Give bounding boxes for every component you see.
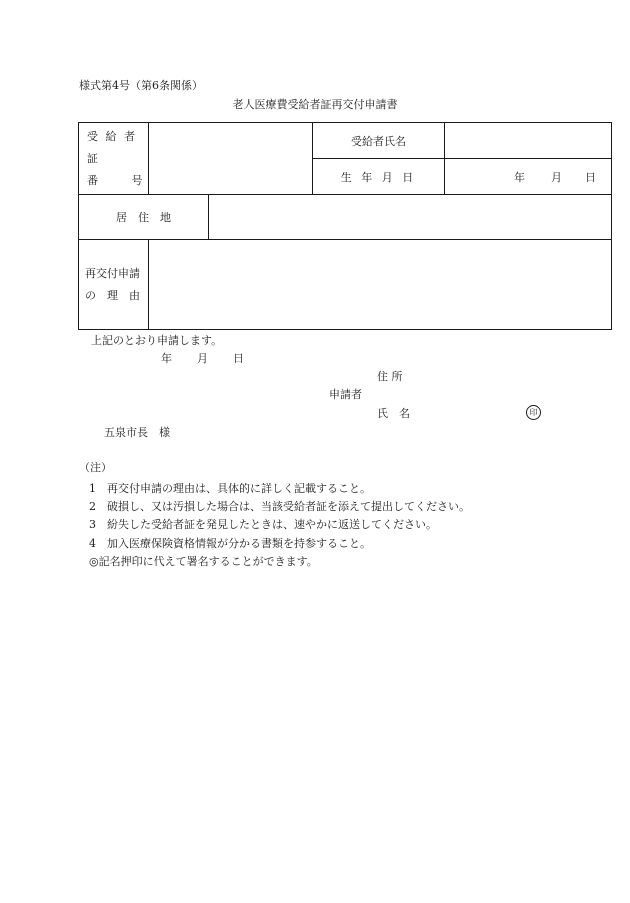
applicant-label: 申請者 (329, 388, 362, 401)
recipient-id-label-line1: 受 給 者 証 (87, 129, 137, 165)
birth-year-unit: 年 (514, 170, 525, 184)
note-item (89, 483, 371, 494)
note-number: 3 (89, 518, 96, 531)
application-date-month: 月 (197, 352, 208, 365)
note-number: 2 (89, 500, 96, 513)
note-number: 1 (89, 482, 96, 495)
notes-heading: （注） (79, 461, 112, 474)
note-text: 再交付申請の理由は、具体的に詳しく記載すること。 (107, 482, 371, 495)
recipient-id-label (79, 123, 149, 195)
seal-mark-icon: 印 (526, 405, 541, 420)
note-text: 加入医療保険資格情報が分かる書類を持参すること。 (107, 537, 371, 550)
birthdate-label: 生 年 月 日 (313, 159, 445, 195)
reason-label (79, 240, 149, 330)
reason-field[interactable] (149, 240, 612, 330)
note-item (89, 501, 470, 512)
note-item (89, 538, 371, 549)
birth-month-unit: 月 (551, 170, 562, 184)
recipient-id-label-line2: 番 号 (87, 173, 145, 187)
application-form-table (78, 122, 612, 330)
note-item (89, 519, 437, 530)
application-statement: 上記のとおり申請します。 (91, 334, 223, 347)
reason-label-line2: の 理 由 (85, 288, 140, 302)
addressee: 五泉市長 様 (104, 426, 170, 439)
birthdate-field[interactable] (445, 159, 612, 195)
birth-day-unit: 日 (585, 170, 596, 184)
form-number: 様式第4号（第6条関係） (79, 79, 203, 92)
recipient-name-label: 受給者氏名 (313, 123, 445, 159)
note-text: 破損し、又は汚損した場合は、当該受給者証を添えて提出してください。 (107, 500, 470, 513)
document-title: 老人医療費受給者証再交付申請書 (232, 98, 398, 111)
applicant-address-label: 住 所 (377, 370, 403, 383)
recipient-id-field[interactable] (149, 123, 313, 195)
applicant-name-label: 氏 名 (377, 407, 410, 420)
note-number: 4 (89, 537, 96, 550)
note-text: 紛失した受給者証を発見したときは、速やかに返送してください。 (107, 518, 437, 531)
signature-note: ◎記名押印に代えて署名することができます。 (89, 555, 318, 568)
reason-label-line1: 再交付申請 (85, 266, 140, 280)
recipient-name-field[interactable] (445, 123, 612, 159)
application-date-day: 日 (233, 352, 244, 365)
application-date-year: 年 (161, 352, 172, 365)
address-field[interactable] (209, 195, 612, 240)
address-label: 居 住 地 (79, 195, 209, 240)
